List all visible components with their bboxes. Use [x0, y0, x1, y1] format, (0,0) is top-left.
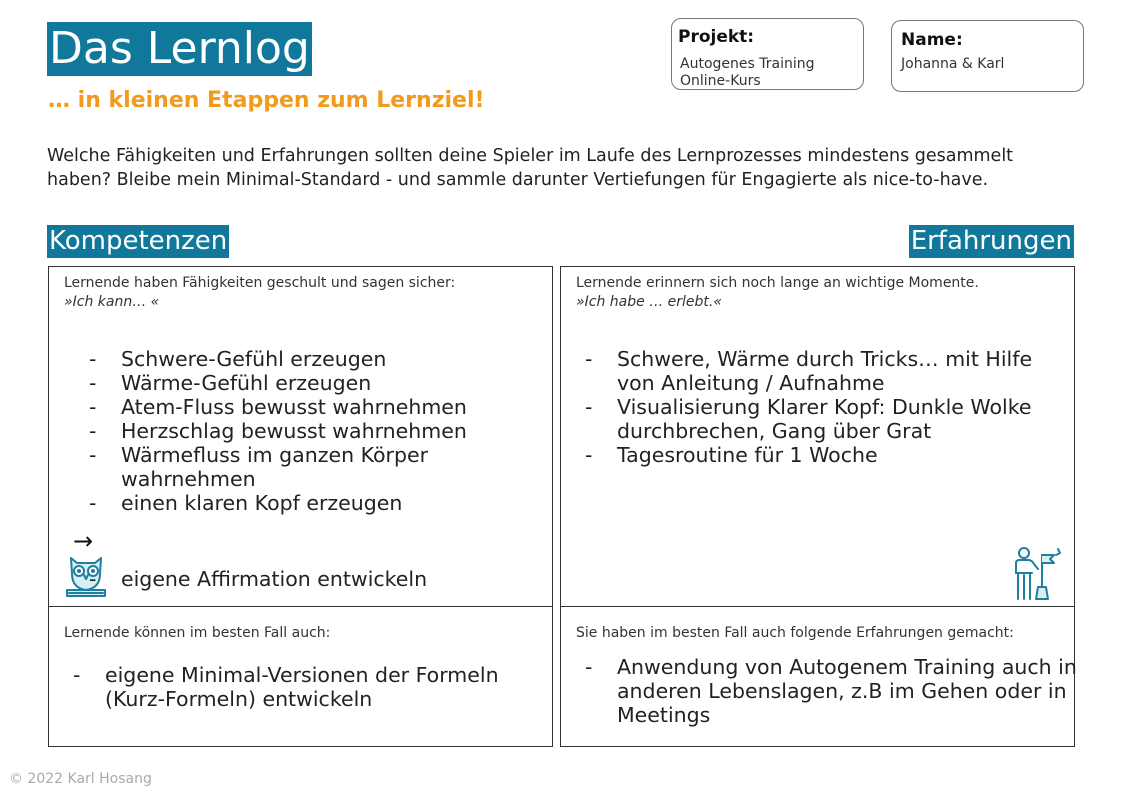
arrow-right-icon: →	[73, 527, 94, 555]
page-subtitle: … in kleinen Etappen zum Lernziel!	[48, 88, 485, 113]
page-title: Das Lernlog	[49, 23, 310, 74]
erfahrungen-panel	[560, 266, 1075, 607]
erfahrungen-nice-intro: Sie haben im besten Fall auch folgende Erfahrungen gemacht:	[576, 625, 1014, 641]
intro-line-2: haben? Bleibe mein Minimal-Standard - und sammle darunter Vertiefungen für Engagierte als nice-to-have.	[47, 170, 989, 190]
dash: -	[585, 655, 593, 679]
name-value: Johanna & Karl	[901, 56, 1005, 72]
kompetenzen-nice-intro: Lernende können im besten Fall auch:	[64, 625, 331, 641]
kompetenzen-nice-list	[73, 663, 533, 711]
item-text: eigene Affirmation entwickeln	[121, 567, 428, 591]
list-item	[585, 347, 1037, 395]
owl-icon	[63, 550, 109, 600]
item-text: Herzschlag bewusst wahrnehmen	[121, 419, 467, 443]
kompetenzen-heading: Kompetenzen	[49, 226, 228, 256]
item-text: Wärme-Gefühl erzeugen	[121, 371, 372, 395]
intro-text	[47, 144, 1077, 192]
dash: -	[585, 347, 593, 371]
list-item	[585, 443, 1055, 467]
kompetenzen-intro: Lernende haben Fähigkeiten geschult und sagen sicher:	[64, 275, 456, 291]
dash: -	[89, 419, 97, 443]
intro-line-1: Welche Fähigkeiten und Erfahrungen sollten deine Spieler im Laufe des Lernprozesses mindestens gesammelt	[47, 146, 1014, 166]
dash: -	[89, 491, 97, 515]
list-item	[585, 655, 1087, 727]
item-text: Anwendung von Autogenem Training auch in anderen Lebenslagen, z.B im Gehen oder in Meetings	[617, 655, 1077, 727]
list-item	[89, 443, 461, 491]
list-item	[89, 419, 529, 443]
erfahrungen-intro: Lernende erinnern sich noch lange an wichtige Momente.	[576, 275, 979, 291]
kompetenzen-panel	[48, 266, 553, 607]
hiker-flag-icon	[1010, 545, 1064, 601]
projekt-line-1: Autogenes Training	[680, 56, 815, 72]
projekt-label: Projekt:	[678, 27, 755, 47]
erfahrungen-nice-to-have-panel	[560, 606, 1075, 747]
erfahrungen-nice-list	[585, 655, 1077, 727]
erfahrungen-list	[585, 347, 1055, 467]
item-text: Tagesroutine für 1 Woche	[617, 443, 878, 467]
name-box	[891, 20, 1084, 92]
item-text: eigene Minimal-Versionen der Formeln (Kurz-Formeln) entwickeln	[105, 663, 499, 711]
dash: -	[585, 395, 593, 419]
projekt-box	[671, 18, 864, 90]
item-text: Schwere, Wärme durch Tricks… mit Hilfe von Anleitung / Aufnahme	[617, 347, 1033, 395]
erfahrungen-heading: Erfahrungen	[910, 226, 1072, 256]
list-item	[89, 371, 529, 395]
name-label: Name:	[901, 30, 963, 50]
item-text: Wärmefluss im ganzen Körper wahrnehmen	[121, 443, 429, 491]
list-item	[73, 663, 555, 711]
list-item	[89, 491, 529, 515]
copyright-footer: © 2022 Karl Hosang	[9, 771, 152, 787]
erfahrungen-intro-quote: »Ich habe … erlebt.«	[576, 294, 722, 310]
projekt-value	[680, 56, 814, 90]
dash: -	[89, 395, 97, 419]
dash: -	[73, 663, 81, 687]
kompetenzen-intro-quote: »Ich kann… «	[64, 294, 160, 310]
dash: -	[585, 443, 593, 467]
kompetenzen-list	[89, 347, 529, 515]
item-text: Schwere-Gefühl erzeugen	[121, 347, 387, 371]
item-text: Visualisierung Klarer Kopf: Dunkle Wolke durchbrechen, Gang über Grat	[617, 395, 1032, 443]
item-text: einen klaren Kopf erzeugen	[121, 491, 403, 515]
item-text: Atem-Fluss bewusst wahrnehmen	[121, 395, 467, 419]
list-item	[585, 395, 1057, 443]
dash: -	[89, 347, 97, 371]
dash: -	[89, 371, 97, 395]
list-item	[89, 395, 529, 419]
dash: -	[89, 443, 97, 467]
dash: -	[89, 567, 97, 591]
kompetenzen-nice-to-have-panel	[48, 606, 553, 747]
list-item	[89, 347, 529, 371]
projekt-line-2: Online-Kurs	[680, 73, 761, 89]
